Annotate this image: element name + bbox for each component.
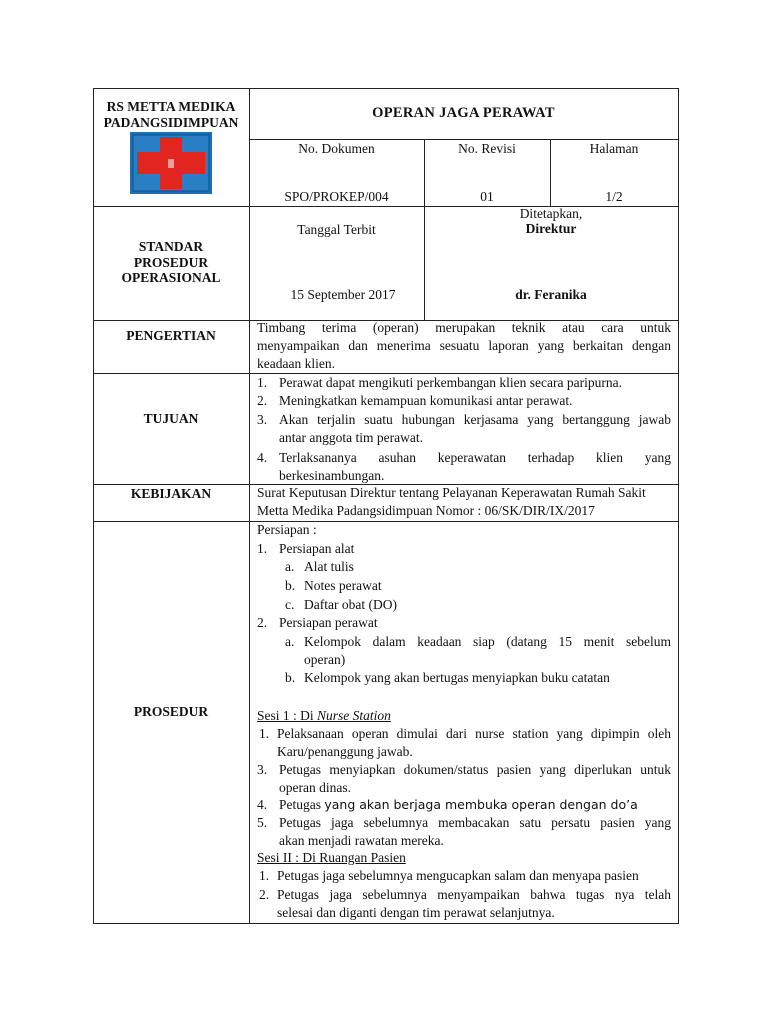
item-number: 3. — [257, 412, 268, 427]
set-label: Ditetapkan, — [519, 206, 583, 221]
doc-no-value: SPO/PROKEP/004 — [284, 189, 389, 204]
item-text: Petugas jaga sebelumnya membacakan satu persatu pasien yang — [279, 815, 671, 830]
item-text: Akan terjalin suatu hubungan kerjasama yang bertanggung jawab — [279, 412, 671, 427]
item-text: Alat tulis — [304, 559, 354, 574]
list-item — [257, 614, 671, 632]
list-item — [259, 725, 671, 761]
item-text: antar anggota tim perawat. — [279, 430, 423, 445]
tujuan-label: TUJUAN — [143, 411, 199, 426]
item-text: Pelaksanaan operan dimulai dari nurse station yang dipimpin oleh — [277, 726, 671, 741]
pengertian-label: PENGERTIAN — [126, 328, 216, 343]
item-text: Perawat dapat mengikuti perkembangan klien secara paripurna. — [279, 375, 622, 390]
item-text: Petugas jaga sebelumnya menyampaikan bahwa tugas nya telah — [277, 887, 671, 902]
list-item — [257, 796, 671, 814]
item-text: Persiapan perawat — [279, 615, 378, 630]
item-number: 1. — [259, 868, 270, 883]
rev-value: 01 — [480, 189, 494, 204]
item-text: Notes perawat — [304, 578, 382, 593]
list-item — [285, 669, 671, 687]
set-role: Direktur — [525, 221, 577, 236]
item-number: 4. — [257, 797, 268, 812]
item-text: yang akan berjaga membuka operan dengan do’a — [324, 797, 638, 812]
item-text: operan) — [304, 652, 346, 667]
list-item — [259, 867, 671, 885]
kebijakan-label: KEBIJAKAN — [130, 486, 212, 501]
item-number: a. — [285, 634, 295, 649]
item-text: Petugas — [279, 797, 325, 812]
hospital-name: RS METTA MEDIKA — [106, 99, 236, 114]
sop-line: STANDAR — [138, 239, 204, 254]
item-text: Persiapan alat — [279, 541, 355, 556]
item-number: 2. — [259, 887, 270, 902]
sesi1-heading — [257, 707, 391, 725]
list-item — [259, 886, 671, 922]
doc-title: OPERAN JAGA PERAWAT — [372, 105, 555, 121]
list-item — [285, 558, 671, 576]
list-item — [257, 411, 671, 447]
item-number: a. — [285, 559, 295, 574]
text-line: Metta Medika Padangsidimpuan Nomor : 06/SK/DIR/IX/2017 — [257, 503, 595, 518]
red-cross-logo — [130, 132, 212, 194]
list-item — [257, 814, 671, 850]
list-item — [285, 596, 671, 614]
item-number: c. — [285, 597, 295, 612]
item-number: 5. — [257, 815, 268, 830]
text-line: Surat Keputusan Direktur tentang Pelayanan Keperawatan Rumah Sakit — [257, 485, 646, 500]
list-item — [257, 392, 671, 410]
text-line: keadaan klien. — [257, 356, 335, 371]
text-line: Timbang terima (operan) merupakan teknik atau cara untuk — [257, 320, 671, 335]
sesi1-prefix: Sesi 1 : Di — [257, 708, 318, 723]
hospital-city: PADANGSIDIMPUAN — [103, 115, 239, 130]
issue-date-label: Tanggal Terbit — [297, 222, 376, 237]
list-item — [257, 449, 671, 485]
item-text: Daftar obat (DO) — [304, 597, 397, 612]
item-number: 2. — [257, 615, 268, 630]
item-number: 1. — [257, 375, 268, 390]
text-line: menyampaikan dan menerima sesuatu laporan yang berkaitan dengan — [257, 338, 671, 353]
item-number: 1. — [257, 541, 268, 556]
sop-line: OPERASIONAL — [121, 270, 221, 285]
page-value: 1/2 — [605, 189, 623, 204]
item-text: Kelompok yang akan bertugas menyiapkan buku catatan — [304, 670, 610, 685]
item-number: 4. — [257, 450, 268, 465]
item-text: Kelompok dalam keadaan siap (datang 15 menit sebelum — [304, 634, 671, 649]
list-item — [257, 761, 671, 797]
item-text: Terlaksananya asuhan keperawatan terhadap klien yang — [279, 450, 671, 465]
list-item — [285, 577, 671, 595]
item-number: b. — [285, 578, 296, 593]
prosedur-label: PROSEDUR — [133, 704, 209, 719]
item-number: 3. — [257, 762, 268, 777]
issue-date-value: 15 September 2017 — [290, 287, 396, 302]
item-text: akan menjadi rawatan mereka. — [279, 833, 444, 848]
hospital-name-block — [93, 99, 249, 131]
item-text: Petugas jaga sebelumnya mengucapkan salam dan menyapa pasien — [277, 868, 639, 883]
item-text: operan dinas. — [279, 780, 351, 795]
list-item — [285, 633, 671, 669]
item-number: 2. — [257, 393, 268, 408]
item-text: Petugas menyiapkan dokumen/status pasien yang diperlukan untuk — [279, 762, 671, 777]
sop-label — [93, 239, 249, 286]
item-text: Karu/penanggung jawab. — [277, 744, 413, 759]
sesi1-place: Nurse Station — [317, 708, 391, 723]
persiapan-heading: Persiapan : — [257, 522, 317, 537]
kebijakan-text — [257, 484, 675, 520]
sesi2-heading: Sesi II : Di Ruangan Pasien — [257, 850, 406, 865]
item-text: Meningkatkan kemampuan komunikasi antar perawat. — [279, 393, 573, 408]
list-item — [257, 540, 671, 558]
page-label: Halaman — [589, 141, 639, 156]
item-number: b. — [285, 670, 296, 685]
item-number: 1. — [259, 726, 270, 741]
pengertian-text — [257, 319, 671, 373]
doc-no-label: No. Dokumen — [298, 141, 375, 156]
item-text: berkesinambungan. — [279, 468, 385, 483]
list-item — [257, 374, 671, 392]
item-text: selesai dan diganti dengan tim perawat selanjutnya. — [277, 905, 555, 920]
sop-line: PROSEDUR — [133, 254, 209, 270]
set-name: dr. Feranika — [515, 287, 587, 302]
rev-label: No. Revisi — [458, 141, 516, 156]
